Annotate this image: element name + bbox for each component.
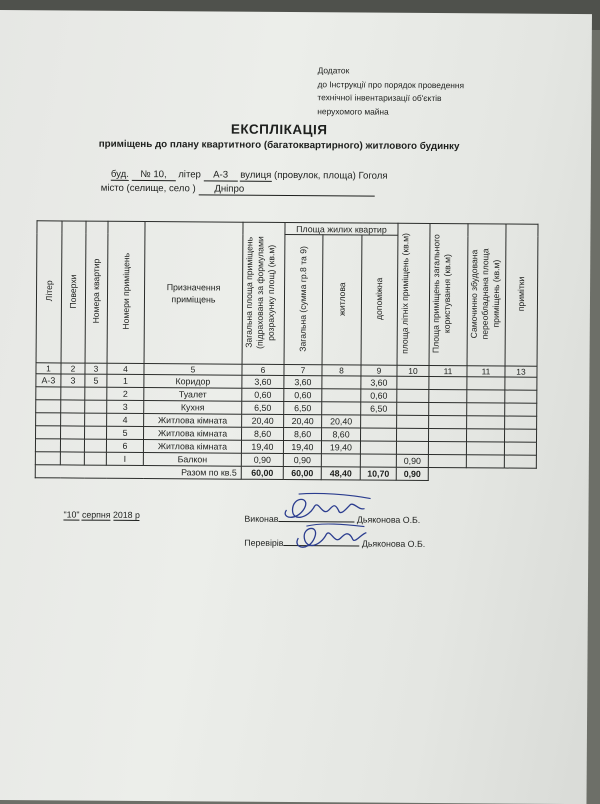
cell-notes [505, 377, 537, 390]
cell-self-built [467, 377, 505, 390]
cell-floor [61, 426, 85, 439]
document-date [63, 509, 139, 521]
addendum-note [317, 64, 464, 119]
document-subtitle: приміщень до плану квартитного (багатоквартирного) житлового будинку [98, 138, 460, 153]
cell-auxiliary: 0,60 [361, 389, 397, 402]
cell-purpose: Житлова кімната [144, 427, 242, 441]
cell-summer: 0,90 [396, 454, 428, 467]
total-row [35, 465, 536, 481]
header-living-apartments-area: Площа жилих квартир [285, 222, 398, 235]
column-number: 2 [61, 363, 85, 374]
cell-auxiliary [360, 441, 396, 454]
cell-self-built [467, 390, 505, 403]
cell-apartment [84, 439, 106, 452]
cell-room: 6 [106, 439, 143, 452]
cell-purpose: Житлова кімната [143, 440, 241, 454]
cell-apartment-total: 20,40 [284, 414, 322, 427]
street-value: (провулок, площа) Гоголя [274, 169, 388, 182]
cell-common-use [429, 403, 467, 416]
cell-purpose: Житлова кімната [144, 414, 242, 428]
document-page [0, 10, 592, 804]
building-label: буд. [110, 168, 129, 180]
cell-floor [60, 439, 84, 452]
column-number: 11 [429, 366, 467, 377]
cell-total-area: 3,60 [242, 375, 284, 388]
cell-purpose: Кухня [144, 401, 242, 415]
cell-total-area: 6,50 [242, 401, 284, 414]
cell-self-built [466, 442, 504, 455]
cell-total-area: 20,40 [242, 414, 284, 427]
cell-summer [396, 428, 428, 441]
addendum-line-3: технічної інвентаризації об'єктів [317, 92, 442, 104]
header-self-built-area: Самочинно збудована переобладнана площа приміщень (кв.м) [467, 224, 506, 366]
street-label: вулиця [240, 169, 272, 181]
cell-apartment-total: 19,40 [283, 440, 321, 453]
cell-apartment: 5 [85, 374, 107, 387]
performer-name: Дьяконова О.Б. [356, 514, 421, 525]
column-number: 6 [242, 364, 284, 375]
cell-living [322, 389, 361, 402]
cell-floor [61, 400, 85, 413]
header-auxiliary: допоміжна [361, 235, 398, 365]
header-total-area: Загальна площа приміщень (підрахована за формулами розрахунку площ) (кв.м) [242, 222, 285, 364]
checker-name: Дьяконова О.Б. [361, 538, 426, 549]
total-living-sum: 48,40 [321, 467, 360, 480]
cell-apartment [85, 400, 107, 413]
cell-liter: А-3 [36, 374, 61, 387]
column-number: 11 [467, 366, 505, 377]
cell-common-use [429, 416, 467, 429]
cell-apartment [85, 426, 107, 439]
date-day: "10" [63, 509, 80, 520]
cell-apartment [85, 413, 107, 426]
header-apartment-total: Загальна (сумма гр.8 та 9) [284, 234, 323, 364]
column-number: 10 [397, 365, 429, 376]
cell-liter [35, 439, 60, 452]
header-common-use-area: Площа приміщень загального користування (кв.м) [429, 224, 468, 366]
cell-apartment [84, 452, 106, 465]
column-number: 4 [107, 363, 144, 374]
cell-common-use [429, 377, 467, 390]
total-auxiliary-sum: 10,70 [360, 467, 396, 480]
cell-self-built [466, 455, 504, 468]
cell-common-use [429, 390, 467, 403]
header-floors: Поверхи [61, 221, 86, 363]
cell-apartment-total: 6,50 [284, 401, 322, 414]
cell-apartment [85, 387, 107, 400]
cell-auxiliary: 3,60 [361, 376, 397, 389]
cell-auxiliary [360, 454, 396, 467]
cell-auxiliary [361, 415, 397, 428]
cell-notes [504, 429, 536, 442]
cell-total-area: 0,60 [242, 388, 284, 401]
cell-room: 3 [107, 400, 144, 413]
cell-room: 5 [107, 426, 144, 439]
cell-common-use [428, 442, 466, 455]
addendum-line-2: до Інструкції про порядок проведення [317, 78, 465, 90]
header-living: житлова [322, 235, 362, 365]
addendum-line-4: нерухомого майна [317, 105, 389, 117]
cell-summer [397, 376, 429, 389]
checker-label: Перевірів [244, 537, 284, 548]
cell-notes [505, 416, 537, 429]
cell-apartment-total: 0,60 [284, 388, 322, 401]
total-summer-sum: 0,90 [396, 467, 428, 480]
total-area-sum: 60,00 [241, 466, 283, 479]
column-number: 7 [284, 364, 322, 375]
cell-room: 4 [107, 413, 144, 426]
cell-apartment-total: 0,90 [283, 453, 321, 466]
cell-liter [36, 426, 61, 439]
cell-auxiliary [360, 428, 396, 441]
header-notes: примітки [505, 224, 538, 366]
cell-total-area: 19,40 [241, 440, 283, 453]
cell-floor: 3 [61, 374, 85, 387]
cell-floor [60, 452, 84, 465]
cell-living: 8,60 [322, 428, 361, 441]
cell-notes [504, 455, 536, 468]
cell-notes [505, 390, 537, 403]
column-number: 3 [85, 363, 107, 374]
cell-living [321, 454, 360, 467]
liter-value: А-3 [204, 169, 238, 181]
cell-common-use [428, 429, 466, 442]
header-liter: Літер [36, 221, 62, 363]
cell-self-built [466, 429, 504, 442]
cell-room: 1 [107, 374, 144, 387]
address-line-building [111, 169, 388, 183]
address-line-city [101, 183, 375, 197]
cell-auxiliary: 6,50 [361, 402, 397, 415]
building-number: № 10, [132, 169, 176, 181]
cell-purpose: Коридор [144, 375, 242, 389]
cell-purpose: Балкон [143, 453, 241, 467]
cell-purpose: Туалет [144, 388, 242, 402]
checker-signature [292, 518, 372, 559]
cell-self-built [467, 416, 505, 429]
cell-liter [36, 387, 61, 400]
column-number: 1 [36, 363, 61, 374]
cell-floor [61, 413, 85, 426]
city-value: Дніпро [198, 183, 374, 196]
cell-notes [505, 403, 537, 416]
header-room-numbers: Номери приміщень [107, 221, 145, 363]
total-apartment-sum: 60,00 [283, 466, 321, 479]
cell-living [322, 376, 361, 389]
cell-summer [397, 389, 429, 402]
document-title: ЕКСПЛІКАЦІЯ [230, 121, 328, 138]
total-label: Разом по кв.5 [35, 465, 241, 479]
cell-total-area: 0,90 [241, 453, 283, 466]
column-number: 9 [361, 365, 397, 376]
cell-summer [397, 402, 429, 415]
cell-self-built [467, 403, 505, 416]
cell-apartment-total: 8,60 [284, 427, 322, 440]
cell-apartment-total: 3,60 [284, 375, 322, 388]
cell-room: I [106, 452, 143, 465]
cell-notes [504, 442, 536, 455]
performer-label: Виконав [244, 513, 279, 524]
column-number: 13 [505, 366, 537, 377]
cell-liter [35, 452, 60, 465]
cell-living: 20,40 [322, 415, 361, 428]
cell-room: 2 [107, 387, 144, 400]
cell-liter [36, 413, 61, 426]
column-number: 8 [322, 365, 361, 376]
city-label: місто (селище, село ) [100, 182, 196, 195]
cell-total-area: 8,60 [242, 427, 284, 440]
cell-floor [61, 387, 85, 400]
header-apartment-numbers: Номера квартир [85, 221, 108, 363]
addendum-line-1: Додаток [317, 65, 350, 76]
cell-summer [397, 415, 429, 428]
explication-table [35, 220, 539, 481]
liter-label: літер [178, 169, 201, 181]
cell-summer [396, 441, 428, 454]
cell-living [322, 402, 361, 415]
header-summer-area: площа літніх приміщень (кв.м) [397, 223, 430, 365]
header-purpose: Призначення приміщень [144, 222, 243, 365]
cell-living: 19,40 [321, 441, 360, 454]
date-year: 2018 р [112, 509, 140, 520]
cell-liter [36, 400, 61, 413]
date-month: серпня [81, 509, 111, 520]
column-number: 5 [144, 364, 242, 376]
cell-common-use [428, 455, 466, 468]
